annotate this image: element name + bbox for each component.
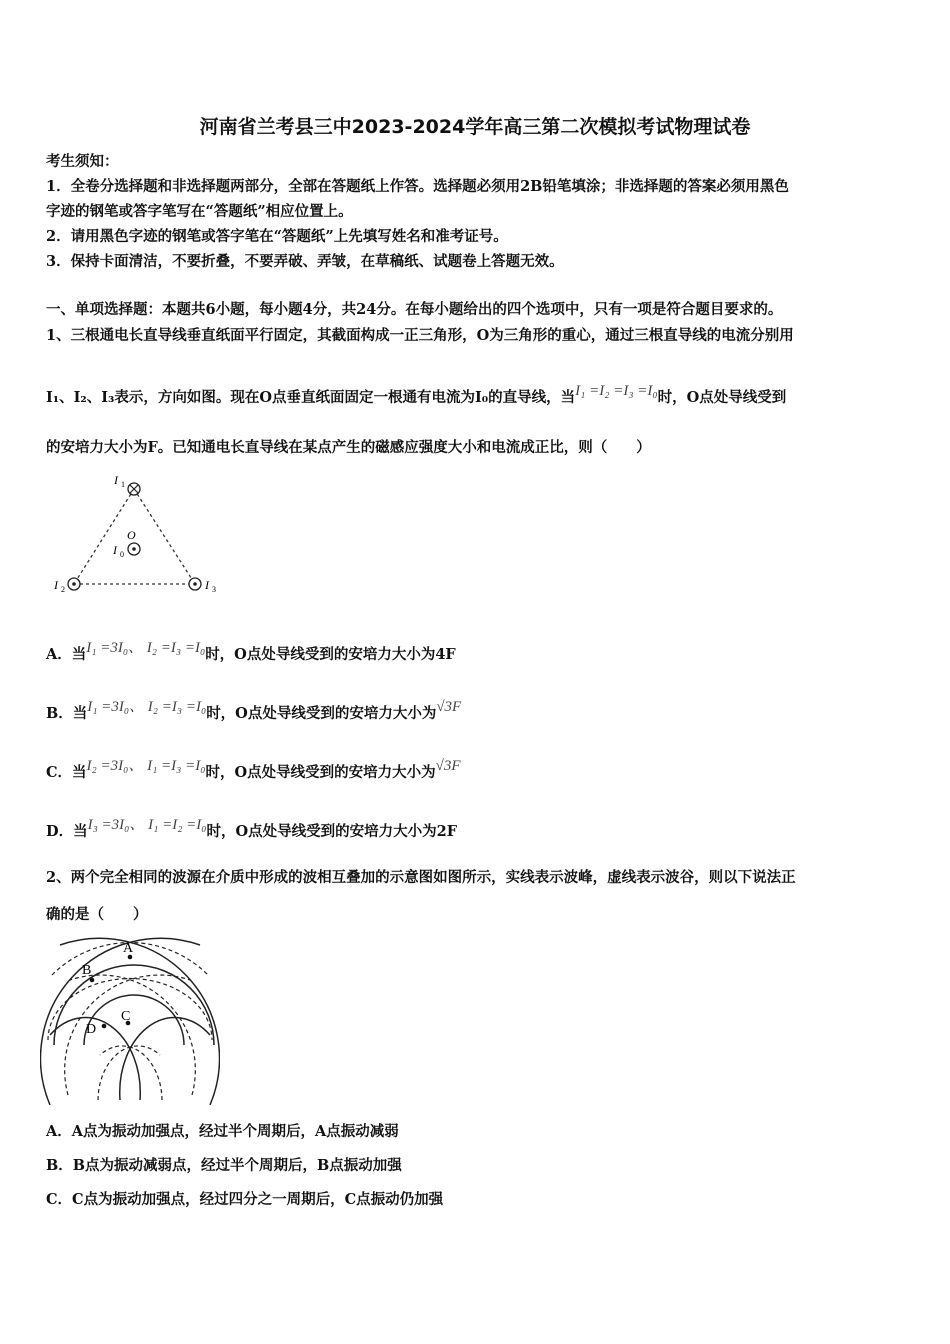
wire-i3-out-of-page-icon <box>189 578 201 590</box>
q1-option-c[interactable] <box>46 758 461 783</box>
trough-arc <box>98 1046 160 1100</box>
wire-i2-out-of-page-icon <box>68 578 80 590</box>
q1-option-d-math: I₃ =3I₀、 I₁ =I₂ =I₀ <box>87 817 207 833</box>
notice-item-1-cont: 字迹的钢笔或答字笔写在“答题纸”相应位置上。 <box>46 203 353 220</box>
q1-line2 <box>46 383 787 408</box>
q1-line2-text-b: 时，O点处导线受到 <box>657 389 787 406</box>
q2-wave-interference-figure <box>40 935 220 1105</box>
point-d <box>102 1024 107 1029</box>
crest-arc <box>54 965 214 1045</box>
notice-heading: 考生须知： <box>46 153 119 170</box>
q1-line2-text-a: I₁、I₂、I₃表示，方向如图。现在O点垂直纸面固定一根通有电流为I₀的直导线，当 <box>46 389 576 406</box>
label-i3: I <box>205 578 209 592</box>
wire-i1-into-page-icon <box>128 483 140 495</box>
trough-arc <box>65 975 190 1095</box>
q1-option-b-text: 时，O点处导线受到的安培力大小为 <box>206 705 437 722</box>
q2-line2: 确的是（ ） <box>46 906 148 923</box>
q1-option-a-prefix: A．当 <box>46 646 87 663</box>
triangle-side-left <box>74 489 134 584</box>
q1-option-d-prefix: D．当 <box>46 823 88 840</box>
crest-arc <box>120 1018 210 1100</box>
q1-option-d[interactable] <box>46 817 458 842</box>
wire-i0-out-of-page-icon <box>128 543 140 555</box>
q1-option-b-math: I₁ =3I₀、 I₂ =I₃ =I₀ <box>87 699 207 715</box>
label-i2: I <box>54 578 58 592</box>
q1-condition-math: I₁ =I₂ =I₃ =I₀ <box>575 383 658 399</box>
q2-option-a[interactable]: A．A点为振动加强点，经过半个周期后，A点振动减弱 <box>46 1123 399 1140</box>
q1-option-b-tail: √3F <box>436 699 462 715</box>
label-i3-sub: 3 <box>212 585 216 594</box>
q1-option-c-math: I₂ =3I₀、 I₁ =I₃ =I₀ <box>86 758 206 774</box>
q1-line3: 的安培力大小为F。已知通电长直导线在某点产生的磁感应强度大小和电流成正比，则（ ） <box>46 439 651 456</box>
q1-triangle-figure <box>40 472 230 602</box>
q1-line1: 1、三根通电长直导线垂直纸面平行固定，其截面构成一正三角形，O为三角形的重心，通过三根直导线的电流分别用 <box>46 327 794 344</box>
label-i0: I <box>113 543 117 557</box>
q1-option-c-text: 时，O点处导线受到的安培力大小为 <box>205 764 436 781</box>
q2-line1: 2、两个完全相同的波源在介质中形成的波相互叠加的示意图如图所示，实线表示波峰，虚线表示波谷，则以下说法正 <box>46 869 796 886</box>
q2-option-c[interactable]: C．C点为振动加强点，经过四分之一周期后，C点振动仍加强 <box>46 1191 444 1208</box>
label-c: C <box>121 1009 131 1024</box>
q1-option-d-text: 时，O点处导线受到的安培力大小为2F <box>206 823 458 840</box>
notice-item-2: 2．请用黑色字迹的钢笔或答字笔在“答题纸”上先填写姓名和准考证号。 <box>46 228 508 245</box>
label-b: B <box>82 963 92 978</box>
label-i0-sub: 0 <box>120 550 124 559</box>
label-d: D <box>86 1022 97 1037</box>
notice-item-3: 3．保持卡面清洁，不要折叠，不要弄破、弄皱，在草稿纸、试题卷上答题无效。 <box>46 253 564 270</box>
q1-option-c-prefix: C．当 <box>46 764 87 781</box>
q1-option-a-math: I₁ =3I₀、 I₂ =I₃ =I₀ <box>86 640 206 656</box>
trough-arc <box>100 1046 162 1100</box>
q1-option-a[interactable] <box>46 640 456 665</box>
label-a: A <box>123 941 134 956</box>
q1-option-a-text: 时，O点处导线受到的安培力大小为4F <box>205 646 456 663</box>
label-i1-sub: 1 <box>121 480 125 489</box>
notice-item-1: 1．全卷分选择题和非选择题两部分，全部在答题纸上作答。选择题必须用2B铅笔填涂；非选择题的答案必须用黑色 <box>46 178 789 195</box>
label-i2-sub: 2 <box>61 585 65 594</box>
page-title: 河南省兰考县三中2023-2024学年高三第二次模拟考试物理试卷 <box>199 116 751 138</box>
label-o: O <box>127 528 136 542</box>
point-b <box>90 978 95 983</box>
q1-option-c-tail: √3F <box>435 758 461 774</box>
label-i1: I <box>114 473 118 487</box>
triangle-side-right <box>134 489 195 584</box>
q2-option-b[interactable]: B．B点为振动减弱点，经过半个周期后，B点振动加强 <box>46 1157 402 1174</box>
q1-option-b-prefix: B．当 <box>46 705 88 722</box>
section-heading: 一、单项选择题：本题共6小题，每小题4分，共24分。在每小题给出的四个选项中，只有一项是符合题目要求的。 <box>46 301 783 318</box>
q1-option-b[interactable] <box>46 699 462 724</box>
